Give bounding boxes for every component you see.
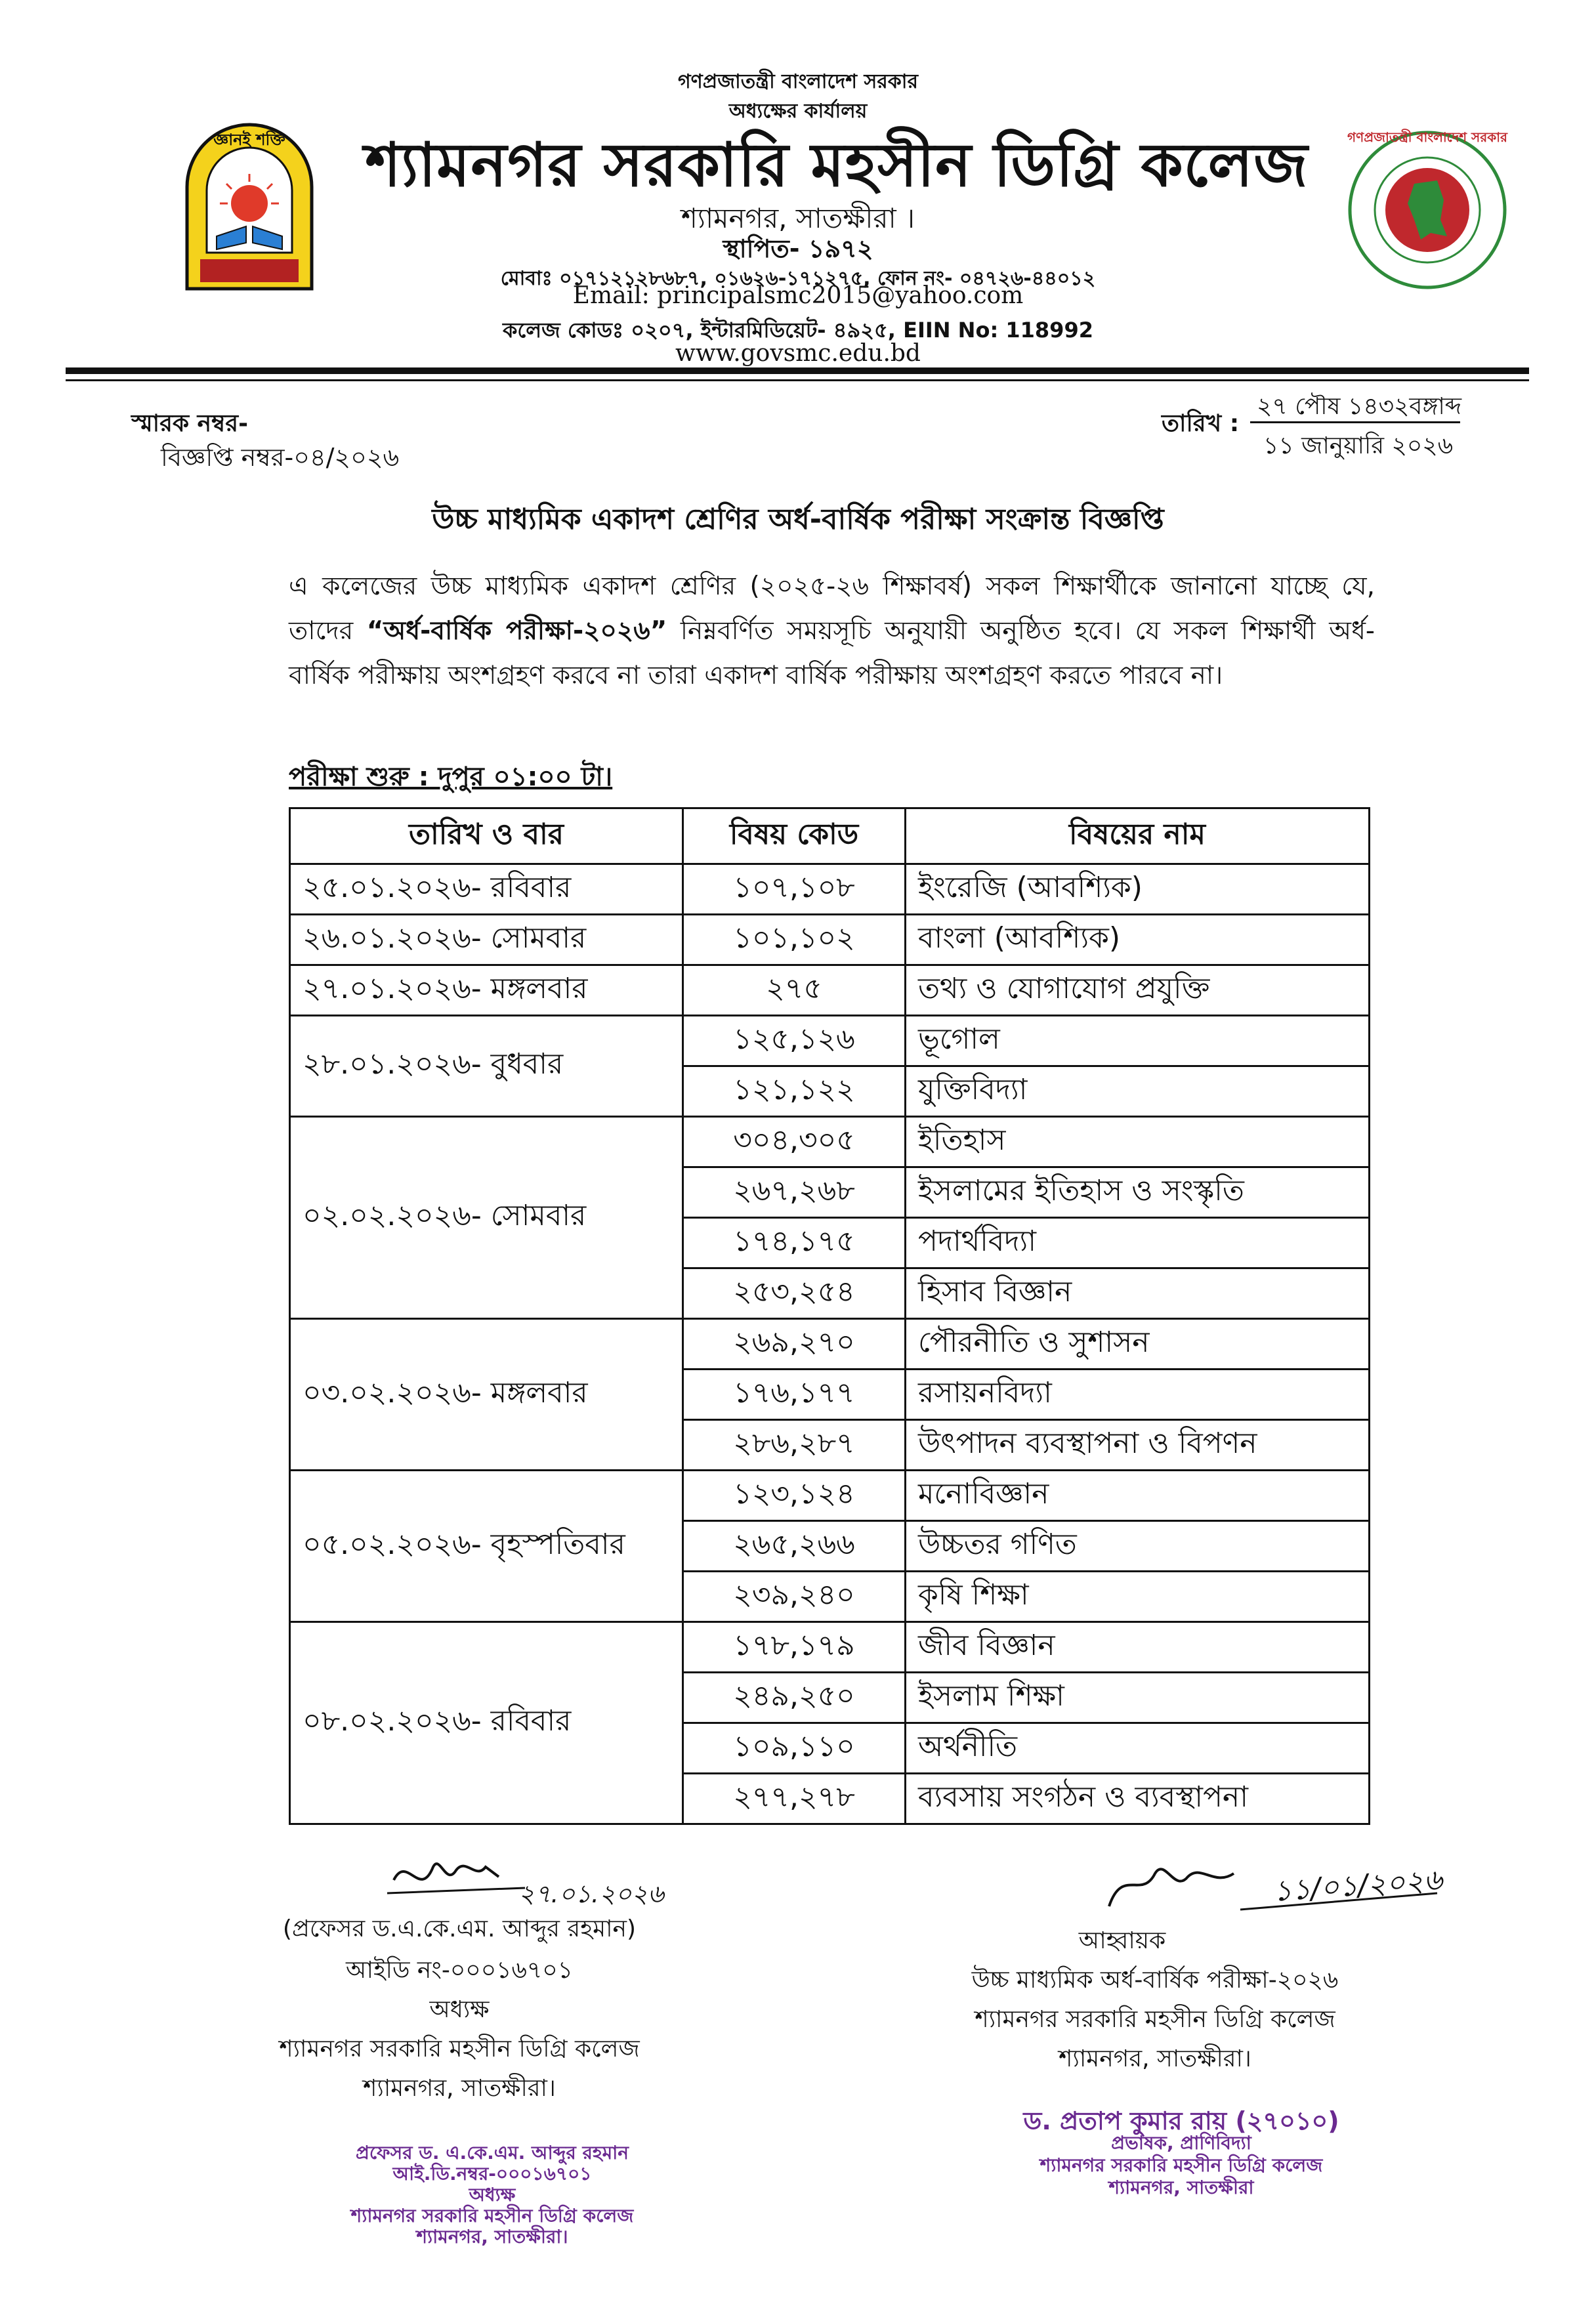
subject-name-cell: পৌরনীতি ও সুশাসন — [906, 1319, 1370, 1370]
stamp-line: ড. প্রতাপ কুমার রায় (২৭০১০) — [1023, 2106, 1339, 2135]
header-rule-thin — [66, 379, 1529, 381]
government-line: গণপ্রজাতন্ত্রী বাংলাদেশ সরকার — [678, 70, 918, 93]
subject-name-cell: হিসাব বিজ্ঞান — [906, 1268, 1370, 1319]
subject-code-cell: ৩০৪,৩০৫ — [683, 1117, 906, 1167]
table-row — [290, 915, 1370, 965]
notice-body — [289, 564, 1375, 698]
college-codes: কলেজ কোডঃ ০২০৭, ইন্টারমিডিয়েট- ৪৯২৫, EIIN No: 118992 — [503, 318, 1093, 343]
convener-place: শ্যামনগর, সাতক্ষীরা। — [1059, 2045, 1251, 2072]
stamp-line: শ্যামনগর, সাতক্ষীরা। — [416, 2226, 568, 2248]
principal-place: শ্যামনগর, সাতক্ষীরা। — [363, 2075, 556, 2102]
office-line: অধ্যক্ষের কার্যালয় — [728, 100, 868, 123]
subject-name-cell: ইসলাম শিক্ষা — [906, 1673, 1370, 1723]
subject-code-cell: ২৬৭,২৬৮ — [683, 1167, 906, 1218]
notice-body-part-1: এ কলেজের উচ্চ মাধ্যমিক একাদশ শ্রেণির (২০২৫-২৬ শিক্ষাবর্ষ) সকল শিক্ষার্থীকে জানানো যাচ্ছে যে, তাদের — [289, 572, 1375, 646]
exam-date-cell: ২৭.০১.২০২৬- মঙ্গলবার — [290, 965, 683, 1016]
exam-date-cell: ২৮.০১.২০২৬- বুধবার — [290, 1016, 683, 1117]
subject-code-cell: ১৭৬,১৭৭ — [683, 1370, 906, 1420]
table-row — [290, 864, 1370, 915]
convener-title: আহ্বায়ক — [1078, 1927, 1166, 1954]
subject-name-cell: বাংলা (আবশ্যিক) — [906, 915, 1370, 965]
notice-body-part-2: নিম্নবর্ণিত সময়সূচি অনুযায়ী অনুষ্ঠিত হবে। যে সকল শিক্ষার্থী অর্ধ-বার্ষিক পরীক্ষায় অংশগ্রহণ করবে না তারা একাদশ বার্ষিক পরীক্ষায় অংশগ্রহণ করতে পারবে না। — [289, 616, 1375, 690]
website-link[interactable]: www.govsmc.edu.bd — [675, 340, 921, 367]
subject-name-cell: ব্যবসায় সংগঠন ও ব্যবস্থাপনা — [906, 1774, 1370, 1824]
subject-name-cell: অর্থনীতি — [906, 1723, 1370, 1774]
exam-schedule-body — [290, 864, 1370, 1824]
notice-title: উচ্চ মাধ্যমিক একাদশ শ্রেণির অর্ধ-বার্ষিক পরীক্ষা সংক্রান্ত বিজ্ঞপ্তি — [432, 503, 1164, 536]
subject-name-cell: ইসলামের ইতিহাস ও সংস্কৃতি — [906, 1167, 1370, 1218]
convener-signature — [1083, 1847, 1450, 1926]
subject-name-cell: ইংরেজি (আবশ্যিক) — [906, 864, 1370, 915]
subject-code-cell: ২৫৩,২৫৪ — [683, 1268, 906, 1319]
subject-code-cell: ১২১,১২২ — [683, 1066, 906, 1117]
stamp-line: প্রফেসর ড. এ.কে.এম. আব্দুর রহমান — [356, 2142, 629, 2164]
date-divider — [1250, 421, 1460, 423]
table-row — [290, 1319, 1370, 1370]
exam-date-cell: ২৫.০১.২০২৬- রবিবার — [290, 864, 683, 915]
subject-code-cell: ১০৭,১০৮ — [683, 864, 906, 915]
contact-numbers: মোবাঃ ০১৭১২১২৮৬৮৭, ০১৬২৬-১৭১২৭৫, ফোন নং- ০৪৭২৬-৪৪০১২ — [500, 267, 1096, 290]
convener-college: শ্যামনগর সরকারি মহসীন ডিগ্রি কলেজ — [975, 2006, 1335, 2033]
notice-number: বিজ্ঞপ্তি নম্বর-০৪/২০২৬ — [161, 443, 400, 472]
column-header-subject: বিষয়ের নাম — [906, 808, 1370, 864]
subject-name-cell: ভূগোল — [906, 1016, 1370, 1066]
logo-motto: জ্ঞানই শক্তি — [213, 131, 285, 149]
subject-name-cell: মনোবিজ্ঞান — [906, 1471, 1370, 1521]
exam-date-cell: ২৬.০১.২০২৬- সোমবার — [290, 915, 683, 965]
stamp-line: শ্যামনগর, সাতক্ষীরা — [1108, 2177, 1254, 2198]
subject-name-cell: উচ্চতর গণিত — [906, 1521, 1370, 1572]
column-header-code: বিষয় কোড — [683, 808, 906, 864]
subject-name-cell: তথ্য ও যোগাযোগ প্রযুক্তি — [906, 965, 1370, 1016]
stamp-line: প্রভাষক, প্রাণিবিদ্যা — [1111, 2132, 1251, 2154]
column-header-date: তারিখ ও বার — [290, 808, 683, 864]
convener-exam: উচ্চ মাধ্যমিক অর্ধ-বার্ষিক পরীক্ষা-২০২৬ — [971, 1967, 1339, 1994]
college-address: শ্যামনগর, সাতক্ষীরা । — [681, 202, 915, 234]
date-bengali: ২৭ পৌষ ১৪৩২বঙ্গাব্দ — [1257, 393, 1462, 420]
college-name: শ্যামনগর সরকারি মহসীন ডিগ্রি কলেজ — [365, 130, 1309, 200]
principal-signature — [368, 1841, 682, 1913]
principal-college: শ্যামনগর সরকারি মহসীন ডিগ্রি কলেজ — [279, 2036, 640, 2062]
exam-start-time: পরীক্ষা শুরু : দুপুর ০১:০০ টা। — [289, 762, 613, 792]
principal-name: (প্রফেসর ড.এ.কে.এম. আব্দুর রহমান) — [282, 1915, 637, 1942]
subject-code-cell: ২৬৯,২৭০ — [683, 1319, 906, 1370]
date-english: ১১ জানুয়ারি ২০২৬ — [1263, 432, 1454, 459]
notice-exam-name: “অর্ধ-বার্ষিক পরীক্ষা-২০২৬” — [366, 616, 667, 646]
table-row — [290, 1016, 1370, 1066]
convener-stamp — [998, 2106, 1365, 2199]
reference-label: স্মারক নম্বর- — [131, 410, 249, 437]
table-row — [290, 965, 1370, 1016]
subject-code-cell: ২৪৯,২৫০ — [683, 1673, 906, 1723]
subject-name-cell: উৎপাদন ব্যবস্থাপনা ও বিপণন — [906, 1420, 1370, 1471]
subject-name-cell: যুক্তিবিদ্যা — [906, 1066, 1370, 1117]
subject-name-cell: কৃষি শিক্ষা — [906, 1572, 1370, 1622]
principal-signature-date: ২৭.০১.২০২৬ — [518, 1879, 664, 1908]
subject-code-cell: ২৩৯,২৪০ — [683, 1572, 906, 1622]
subject-name-cell: জীব বিজ্ঞান — [906, 1622, 1370, 1673]
subject-code-cell: ১০৯,১১০ — [683, 1723, 906, 1774]
principal-stamp — [308, 2143, 676, 2248]
stamp-line: শ্যামনগর সরকারি মহসীন ডিগ্রি কলেজ — [350, 2205, 634, 2227]
subject-code-cell: ১০১,১০২ — [683, 915, 906, 965]
table-row — [290, 1117, 1370, 1167]
seal-text: গণপ্রজাতন্ত্রী বাংলাদেশ সরকার — [1347, 129, 1507, 145]
subject-code-cell: ২৭৭,২৭৮ — [683, 1774, 906, 1824]
subject-code-cell: ২৮৬,২৮৭ — [683, 1420, 906, 1471]
stamp-line: অধ্যক্ষ — [469, 2184, 516, 2206]
table-header-row — [290, 808, 1370, 864]
subject-code-cell: ২৬৫,২৬৬ — [683, 1521, 906, 1572]
exam-date-cell: ০৩.০২.২০২৬- মঙ্গলবার — [290, 1319, 683, 1471]
subject-name-cell: রসায়নবিদ্যা — [906, 1370, 1370, 1420]
date-label: তারিখ : — [1162, 410, 1240, 437]
stamp-line: শ্যামনগর সরকারি মহসীন ডিগ্রি কলেজ — [1040, 2154, 1323, 2176]
exam-schedule-table — [289, 807, 1370, 1825]
established-year: স্থাপিত- ১৯৭২ — [723, 234, 873, 263]
table-row — [290, 1622, 1370, 1673]
stamp-line: আই.ডি.নম্বর-০০০১৬৭০১ — [392, 2163, 592, 2185]
email-address[interactable]: Email: principalsmc2015@yahoo.com — [572, 282, 1024, 309]
subject-code-cell: ১২৩,১২৪ — [683, 1471, 906, 1521]
exam-date-cell: ০৫.০২.২০২৬- বৃহস্পতিবার — [290, 1471, 683, 1622]
header-rule — [66, 367, 1529, 374]
subject-name-cell: ইতিহাস — [906, 1117, 1370, 1167]
table-row — [290, 1471, 1370, 1521]
subject-code-cell: ১৭৮,১৭৯ — [683, 1622, 906, 1673]
exam-date-cell: ০২.০২.২০২৬- সোমবার — [290, 1117, 683, 1319]
principal-id: আইডি নং-০০০১৬৭০১ — [345, 1957, 574, 1984]
subject-name-cell: পদার্থবিদ্যা — [906, 1218, 1370, 1268]
exam-date-cell: ০৮.০২.২০২৬- রবিবার — [290, 1622, 683, 1824]
principal-role: অধ্যক্ষ — [429, 1996, 490, 2023]
subject-code-cell: ১২৫,১২৬ — [683, 1016, 906, 1066]
subject-code-cell: ১৭৪,১৭৫ — [683, 1218, 906, 1268]
subject-code-cell: ২৭৫ — [683, 965, 906, 1016]
convener-signature-date: ১১/০১/২০২৬ — [1272, 1863, 1444, 1908]
